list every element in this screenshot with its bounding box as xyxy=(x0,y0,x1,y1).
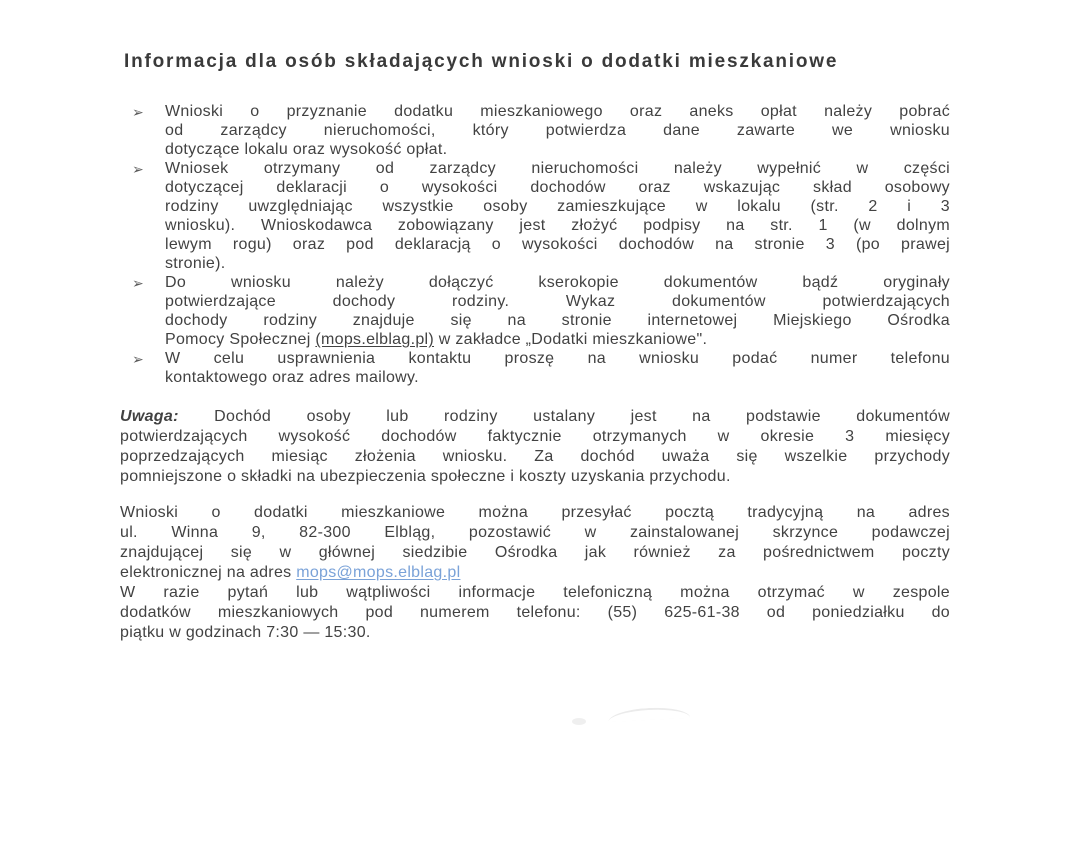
phone-info-paragraph xyxy=(120,583,950,643)
text-line: potwierdzające dochody rodziny. Wykaz dokumentów potwierdzających xyxy=(165,293,950,310)
text-line: kontaktowego oraz adres mailowy. xyxy=(165,369,419,386)
email-link[interactable]: mops@mops.elblag.pl xyxy=(296,564,461,581)
text-segment: elektronicznej na adres xyxy=(120,564,297,581)
website-link[interactable]: (mops.elblag.pl) xyxy=(315,331,435,348)
mailing-paragraph xyxy=(120,503,950,583)
bullet-item-wypelnienie-wniosku xyxy=(120,159,950,273)
text-line: stronie). xyxy=(165,255,226,272)
document-title: Informacja dla osób składających wnioski o dodatki mieszkaniowe xyxy=(124,51,839,72)
text-line xyxy=(120,407,950,427)
text-segment: Dochód osoby lub rodziny ustalany jest na podstawie dokumentów xyxy=(178,408,950,425)
arrow-bullet-icon: ➢ xyxy=(132,275,144,291)
text-line: piątku w godzinach 7:30 — 15:30. xyxy=(120,624,371,641)
scan-smudge-artifact xyxy=(608,706,691,722)
text-line: poprzedzających miesiąc złożenia wniosku. Za dochód uważa się wszelkie przychody xyxy=(120,448,950,465)
bullet-item-dokumenty-dochodowe xyxy=(120,273,950,349)
text-line xyxy=(120,563,950,583)
arrow-bullet-icon: ➢ xyxy=(132,351,144,367)
text-line: dochody rodziny znajduje się na stronie internetowej Miejskiego Ośrodka xyxy=(165,312,950,329)
text-line: Wnioski o dodatki mieszkaniowe można przesyłać pocztą tradycyjną na adres xyxy=(120,504,950,521)
text-line: Do wniosku należy dołączyć kserokopie dokumentów bądź oryginały xyxy=(165,274,950,291)
text-line: W razie pytań lub wątpliwości informacje telefoniczną można otrzymać w zespole xyxy=(120,584,950,601)
note-label: Uwaga: xyxy=(120,408,179,425)
text-line: rodziny uwzględniając wszystkie osoby zamieszkujące w lokalu (str. 2 i 3 xyxy=(165,198,950,215)
text-line: pomniejszone o składki na ubezpieczenia społeczne i koszty uzyskania przychodu. xyxy=(120,468,731,485)
bullet-item-dane-kontaktowe xyxy=(120,349,950,387)
scan-smudge-dot xyxy=(572,718,586,725)
text-line: dotyczące lokalu oraz wysokość opłat. xyxy=(165,141,448,158)
text-line: potwierdzających wysokość dochodów faktycznie otrzymanych w okresie 3 miesięcy xyxy=(120,428,950,445)
text-segment: Pomocy Społecznej xyxy=(165,331,316,348)
text-line: Wnioski o przyznanie dodatku mieszkaniowego oraz aneks opłat należy pobrać xyxy=(165,103,950,120)
text-line: wniosku). Wnioskodawca zobowiązany jest złożyć podpisy na str. 1 (w dolnym xyxy=(165,217,950,234)
text-line: lewym rogu) oraz pod deklaracją o wysokości dochodów na stronie 3 (po prawej xyxy=(165,236,950,253)
text-line: dodatków mieszkaniowych pod numerem telefonu: (55) 625-61-38 od poniedziałku do xyxy=(120,604,950,621)
bullet-list xyxy=(120,102,950,387)
text-line: znajdującej się w głównej siedzibie Ośrodka jak również za pośrednictwem poczty xyxy=(120,544,950,561)
arrow-bullet-icon: ➢ xyxy=(132,104,144,120)
text-line xyxy=(165,330,950,349)
note-paragraph xyxy=(120,407,950,487)
bullet-item-pobranie-wniosku xyxy=(120,102,950,159)
text-line: W celu usprawnienia kontaktu proszę na wniosku podać numer telefonu xyxy=(165,350,950,367)
text-line: ul. Winna 9, 82-300 Elbląg, pozostawić w zainstalowanej skrzynce podawczej xyxy=(120,524,950,541)
text-line: od zarządcy nieruchomości, który potwierdza dane zawarte we wniosku xyxy=(165,122,950,139)
text-line: Wniosek otrzymany od zarządcy nieruchomości należy wypełnić w części xyxy=(165,160,950,177)
text-line: dotyczącej deklaracji o wysokości dochodów oraz wskazując skład osobowy xyxy=(165,179,950,196)
text-segment: w zakładce „Dodatki mieszkaniowe". xyxy=(434,331,708,348)
arrow-bullet-icon: ➢ xyxy=(132,161,144,177)
